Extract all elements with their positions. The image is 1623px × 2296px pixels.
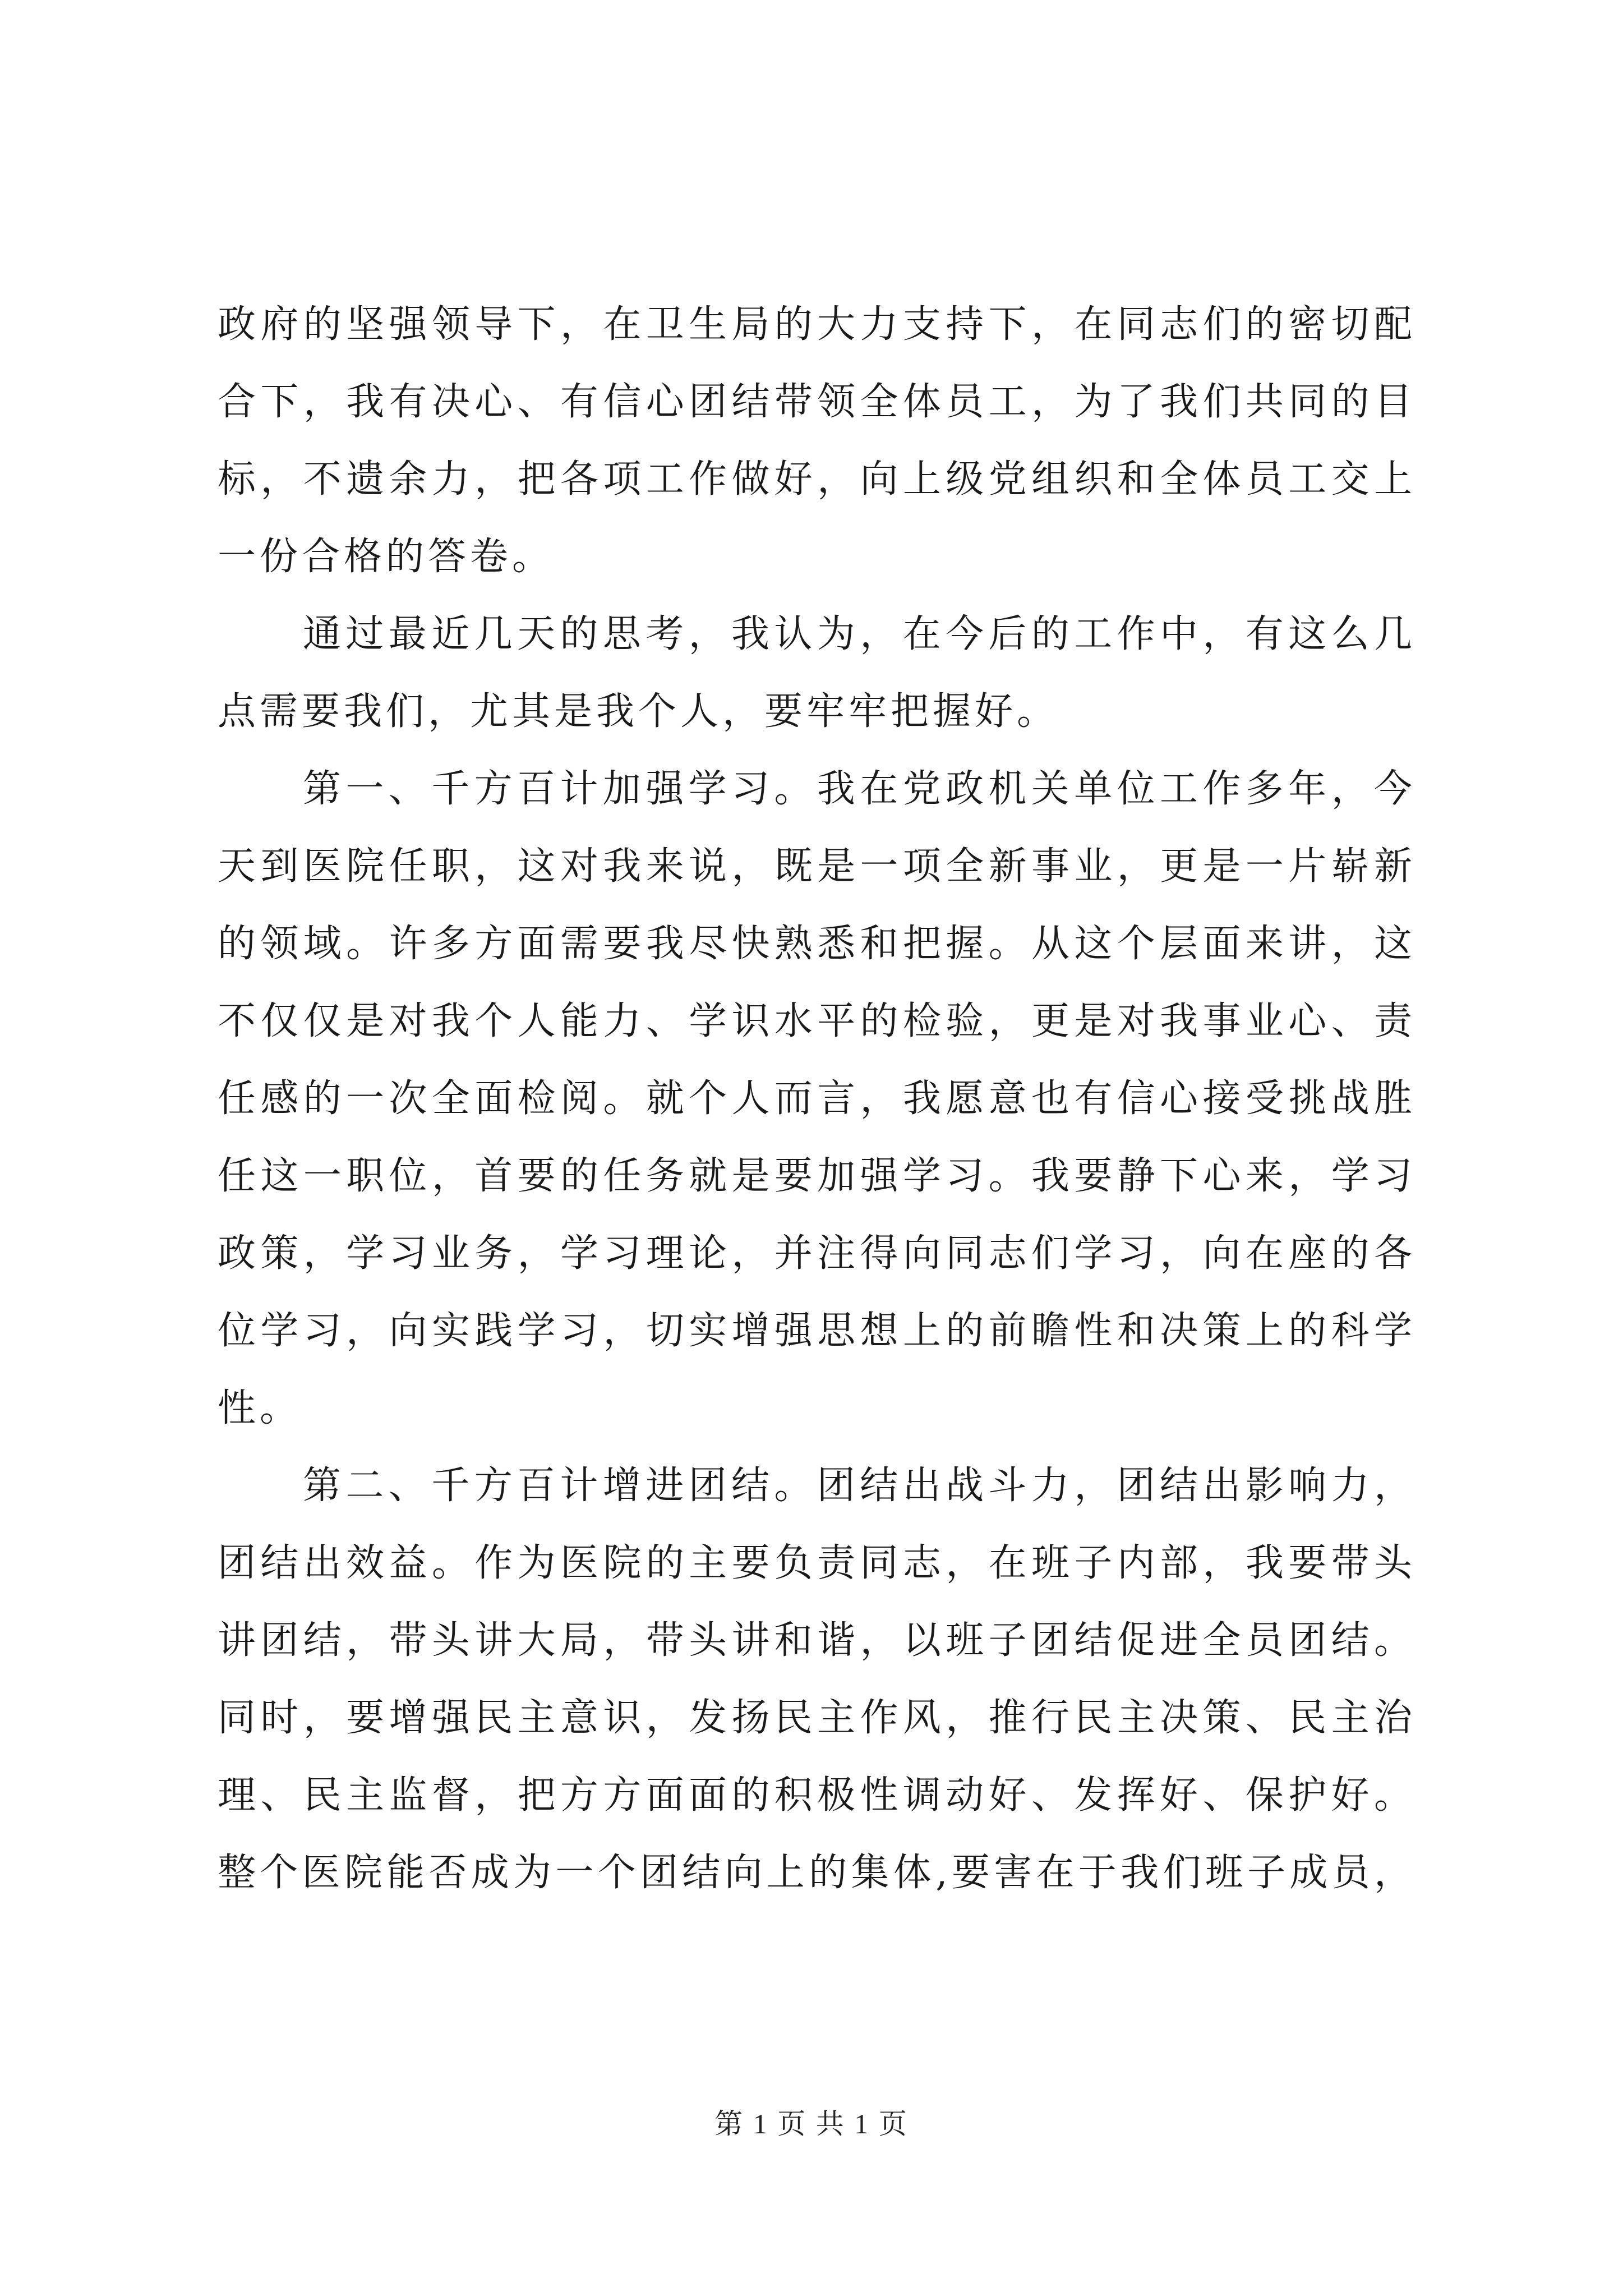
text-line: 点需要我们，尤其是我个人，要牢牢把握好。 bbox=[218, 689, 1059, 734]
text-line: 一份合格的答卷。 bbox=[218, 535, 555, 579]
text-line: 同时，要增强民主意识，发扬民主作风，推行民主决策、民主治 bbox=[218, 1696, 1412, 1740]
document-body bbox=[218, 286, 1412, 1912]
text-line: 理、民主监督，把方方面面的积极性调动好、发挥好、保护好。 bbox=[218, 1773, 1412, 1818]
text-line: 政府的坚强领导下，在卫生局的大力支持下，在同志们的密切配 bbox=[218, 302, 1412, 347]
text-line: 整个医院能否成为一个团结向上的集体,要害在于我们班子成员， bbox=[218, 1851, 1412, 1895]
text-line: 位学习，向实践学习，切实增强思想上的前瞻性和决策上的科学 bbox=[218, 1309, 1412, 1353]
text-line: 第一、千方百计加强学习。我在党政机关单位工作多年，今 bbox=[303, 767, 1412, 811]
text-line: 讲团结，带头讲大局，带头讲和谐，以班子团结促进全员团结。 bbox=[218, 1618, 1412, 1663]
text-line: 任感的一次全面检阅。就个人而言，我愿意也有信心接受挑战胜 bbox=[218, 1076, 1412, 1121]
text-line: 标，不遗余力，把各项工作做好，向上级党组织和全体员工交上 bbox=[218, 457, 1412, 501]
text-line: 合下，我有决心、有信心团结带领全体员工，为了我们共同的目 bbox=[218, 380, 1412, 424]
text-line: 政策，学习业务，学习理论，并注得向同志们学习，向在座的各 bbox=[218, 1231, 1412, 1276]
text-line: 任这一职位，首要的任务就是要加强学习。我要静下心来，学习 bbox=[218, 1154, 1412, 1198]
text-line: 不仅仅是对我个人能力、学识水平的检验，更是对我事业心、责 bbox=[218, 999, 1412, 1043]
text-line: 天到医院任职，这对我来说，既是一项全新事业，更是一片崭新 bbox=[218, 844, 1412, 889]
page-footer: 第 1 页 共 1 页 bbox=[714, 2108, 909, 2139]
text-line: 性。 bbox=[218, 1386, 302, 1430]
text-line: 通过最近几天的思考，我认为，在今后的工作中，有这么几 bbox=[303, 612, 1412, 656]
text-line: 第二、千方百计增进团结。团结出战斗力，团结出影响力， bbox=[303, 1464, 1412, 1508]
text-line: 团结出效益。作为医院的主要负责同志，在班子内部，我要带头 bbox=[218, 1541, 1412, 1585]
text-line: 的领域。许多方面需要我尽快熟悉和把握。从这个层面来讲，这 bbox=[218, 922, 1412, 966]
